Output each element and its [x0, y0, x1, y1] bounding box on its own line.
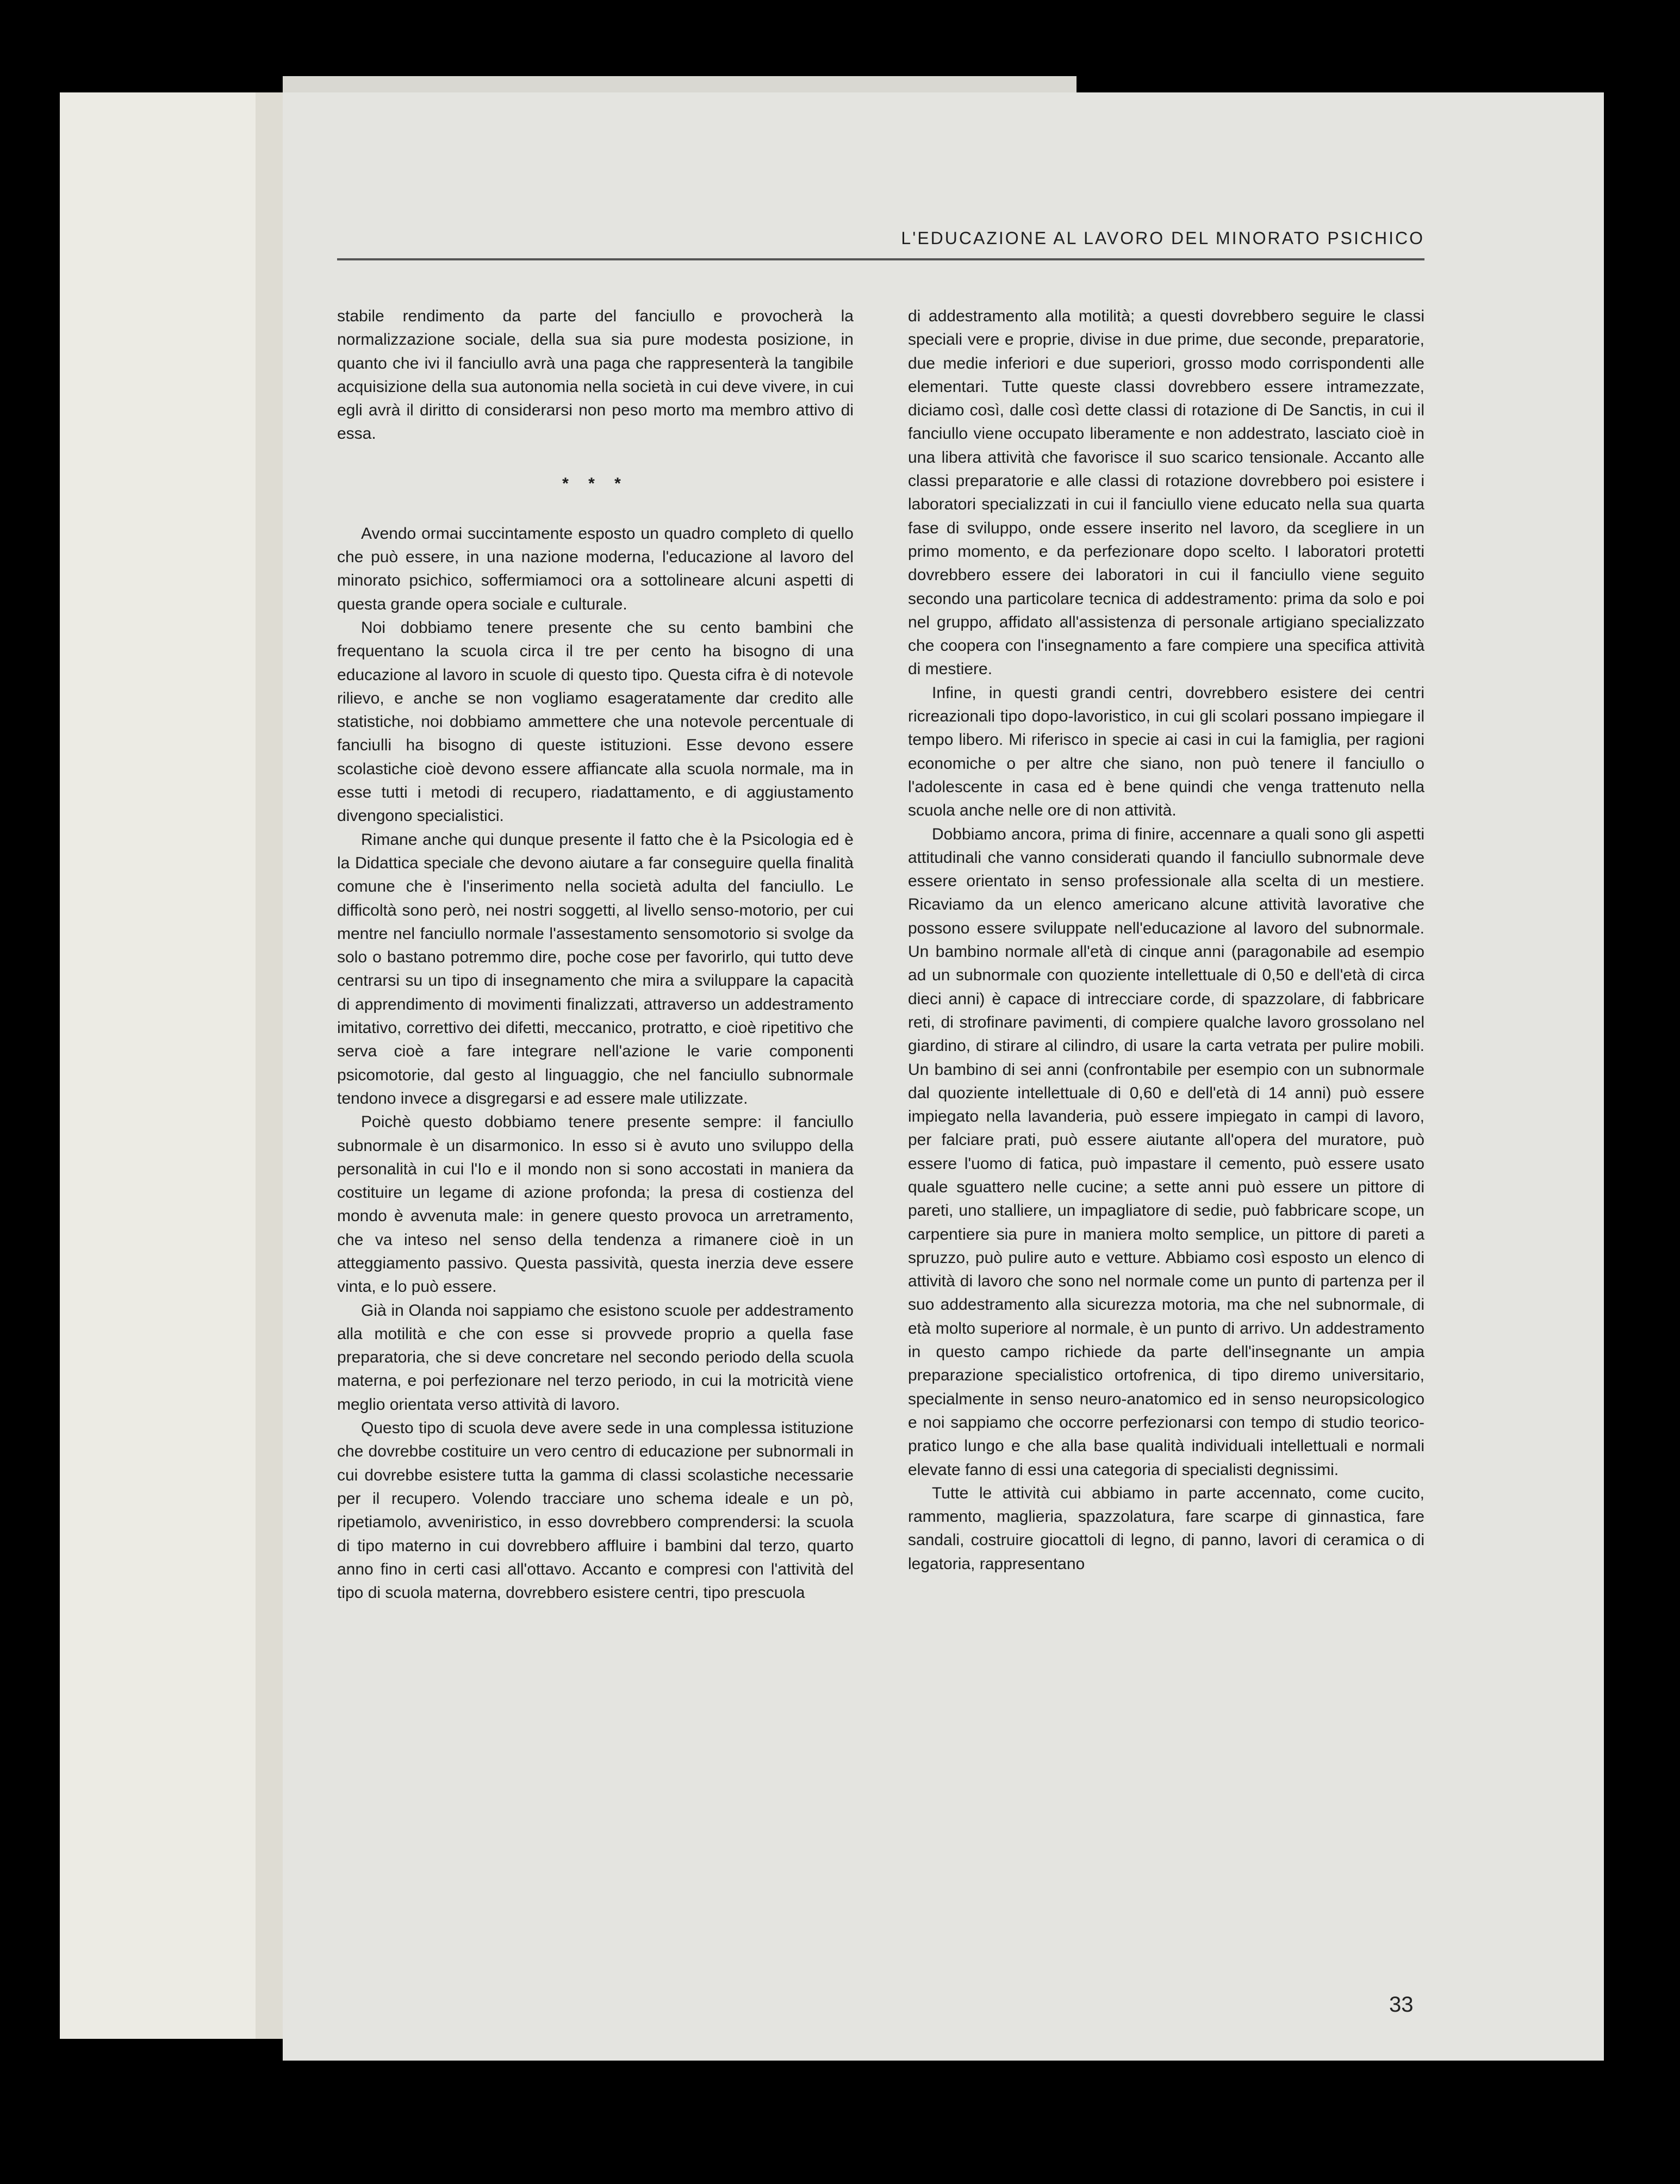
paragraph: Rimane anche qui dunque presente il fatto che è la Psicologia ed è la Didattica speciale che devono aiutare a far conseguire quella finalità comune che è l'inserimento nella società adulta del fanciullo. Le difficoltà sono però, nei nostri soggetti, al livello senso-motorio, per cui mentre nel fanciullo normale l'assestamento sensomotorio si svolge da solo o bastano potremmo dire, poche cose per favorirlo, qui tutto deve centrarsi su un tipo di insegnamento che mira a sviluppare la capacità di apprendimento di movimenti finalizzati, attraverso un addestramento imitativo, correttivo dei difetti, meccanico, protratto, e cioè ripetitivo che serva cioè a fare integrare nell'azione le varie componenti psicomotorie, dal gesto al linguaggio, che nel fanciullo subnormale tendono invece a disgregarsi e ad essere male utilizzate. — [337, 830, 854, 1107]
header-rule — [337, 258, 1424, 260]
paragraph: Questo tipo di scuola deve avere sede in una complessa istituzione che dovrebbe costituire un vero centro di educazione per subnormali in cui dovrebbe esistere tutta la gamma di classi scolastiche necessarie per il recupero. Volendo tracciare uno schema ideale e un pò, ripetiamolo, avveniristico, in esso dovrebbero comprendersi: la scuola di tipo materno in cui dovrebbero affluire i bambini dal terzo, quarto anno fino in certi casi all'ottavo. Accanto e compresi con l'attività del tipo di scuola materna, dovrebbero esistere centri, tipo prescuola — [337, 1419, 854, 1602]
paragraph: Poichè questo dobbiamo tenere presente sempre: il fanciullo subnormale è un disarmonico. In esso si è avuto uno sviluppo della personalità in cui l'Io e il mondo non si sono accostati in maniera da costituire un legame di azione profonda; la presa di costienza del mondo è avvenuta male: in genere questo provoca un arretramento, che va inteso nel senso della tendenza a rimanere cioè in un atteggiamento passivo. Questa passività, questa inerzia deve essere vinta, e lo può essere. — [337, 1113, 854, 1296]
paragraph: Tutte le attività cui abbiamo in parte accennato, come cucito, rammento, maglieria, spazzolatura, fare scarpe di ginnastica, fare sandali, costruire giocattoli di legno, di panno, lavori di ceramica o di legatoria, rappresentano — [908, 1484, 1424, 1573]
page-top-edge — [283, 76, 1077, 95]
left-column — [337, 304, 854, 1604]
paragraph: di addestramento alla motilità; a questi dovrebbero seguire le classi speciali vere e proprie, divise in due prime, due seconde, preparatorie, due medie inferiori e due superiori, grosso modo corrispondenti alle elementari. Tutte queste classi dovrebbero essere intramezzate, diciamo così, dalle così dette classi di rotazione di De Sanctis, in cui il fanciullo viene occupato liberamente e non addestrato, lasciato cioè in una libera attività che favorisce il suo scarico tensionale. Accanto alle classi preparatorie e alle classi di rotazione dovrebbero poi esistere i laboratori specializzati in cui il fanciullo viene educato nella sua quarta fase di sviluppo, onde essere inserito nel lavoro, da scegliere in un primo momento, e da perfezionare dopo scelto. I laboratori protetti dovrebbero essere dei laboratori in cui il fanciullo viene seguito secondo una particolare tecnica di addestramento: prima da solo e poi nel gruppo, affidato all'assistenza di personale artigiano specializzato che coopera con l'insegnamento a fare compiere una specifica attività di mestiere. — [908, 307, 1424, 679]
paragraph: stabile rendimento da parte del fanciullo e provocherà la normalizzazione sociale, della sua sia pure modesta posizione, in quanto che ivi il fanciullo avrà una paga che rappresenterà la tangibile acquisizione della sua autonomia nella società in cui deve vivere, in cui egli avrà il diritto di considerarsi non peso morto ma membro attivo di essa. — [337, 307, 854, 443]
page-number: 33 — [1389, 1993, 1414, 2017]
paragraph: Dobbiamo ancora, prima di finire, accennare a quali sono gli aspetti attitudinali che vanno considerati quando il fanciullo subnormale deve essere orientato in senso professionale alla scelta di un mestiere. Ricaviamo da un elenco americano alcune attività lavorative che possono essere sviluppate nell'educazione al lavoro del subnormale. Un bambino normale all'età di cinque anni (paragonabile ad esempio ad un subnormale con quoziente intellettuale di 0,50 e dell'età di circa dieci anni) è capace di intrecciare corde, di spazzolare, di fabbricare reti, di strofinare pavimenti, di compiere qualche lavoro grossolano nel giardino, di stirare al cilindro, di usare la carta vetrata per pulire mobili. Un bambino di sei anni (confrontabile per esempio con un subnormale dal quoziente intellettuale di 0,60 e dell'età di 14 anni) può essere impiegato nella lavanderia, può essere impiegato in campi di lavoro, per falciare prati, può essere aiutante all'opera del muratore, può essere l'uomo di fatica, può impastare il cemento, può essere usato quale sguattero nelle cucine; a sette anni può essere un pittore di pareti, uno stalliere, un impagliatore di sedie, può fabbricare scope, un carpentiere sia pure in maniera molto semplice, un pittore di pareti a spruzzo, può pulire auto e vetture. Abbiamo così esposto un elenco di attività di lavoro che sono nel normale come un punto di partenza per il suo addestramento alla sicurezza motoria, ma che nel subnormale, di età molto superiore al normale, è un punto di arrivo. Un addestramento in questo campo richiede da parte dell'insegnante un ampia preparazione specialistico ortofrenica, di tipo diremo universitario, specialmente in senso neuro-anatomico ed in senso neuropsicologico e noi sappiamo che occorre perfezionarsi con tempo di studio teorico-pratico lungo e che alla base qualità individuali intellettuali e normali elevate fanno di essi una categoria di specialisti degnissimi. — [908, 825, 1424, 1479]
paragraph: Infine, in questi grandi centri, dovrebbero esistere dei centri ricreazionali tipo dopo-lavoristico, in cui gli scolari possano impiegare il tempo libero. Mi riferisco in specie ai casi in cui la famiglia, per ragioni economiche o per altre che siano, non può tenere il fanciullo o l'adolescente in casa ed è bene quindi che venga trattenuto nella scuola anche nelle ore di non attività. — [908, 683, 1424, 820]
paragraph: Avendo ormai succintamente esposto un quadro completo di quello che può essere, in una nazione moderna, l'educazione al lavoro del minorato psichico, soffermiamoci ora a sottolineare alcuni aspetti di questa grande opera sociale e culturale. — [337, 524, 854, 613]
running-header: L'EDUCAZIONE AL LAVORO DEL MINORATO PSICHICO — [901, 228, 1424, 248]
section-separator: * * * — [562, 474, 629, 493]
paragraph: Già in Olanda noi sappiamo che esistono scuole per addestramento alla motilità e che con esse si provvede proprio a quella fase preparatoria, che si deve concretare nel secondo periodo della scuola materna, e poi perfezionare nel terzo periodo, in cui la motricità viene meglio orientata verso attività di lavoro. — [337, 1301, 854, 1414]
right-column — [908, 304, 1424, 1576]
paragraph: Noi dobbiamo tenere presente che su cento bambini che frequentano la scuola circa il tre per cento ha bisogno di una educazione al lavoro in scuole di questo tipo. Questa cifra è di notevole rilievo, e anche se non vogliamo esageratamente dar credito alle statistiche, noi dobbiamo ammettere che una notevole percentuale di fanciulli ha bisogno di queste istituzioni. Esse devono essere scolastiche cioè devono essere affiancate alla scuola normale, ma in esse tutti i metodi di recupero, riadattamento, e di aggiustamento divengono specialistici. — [337, 618, 854, 825]
